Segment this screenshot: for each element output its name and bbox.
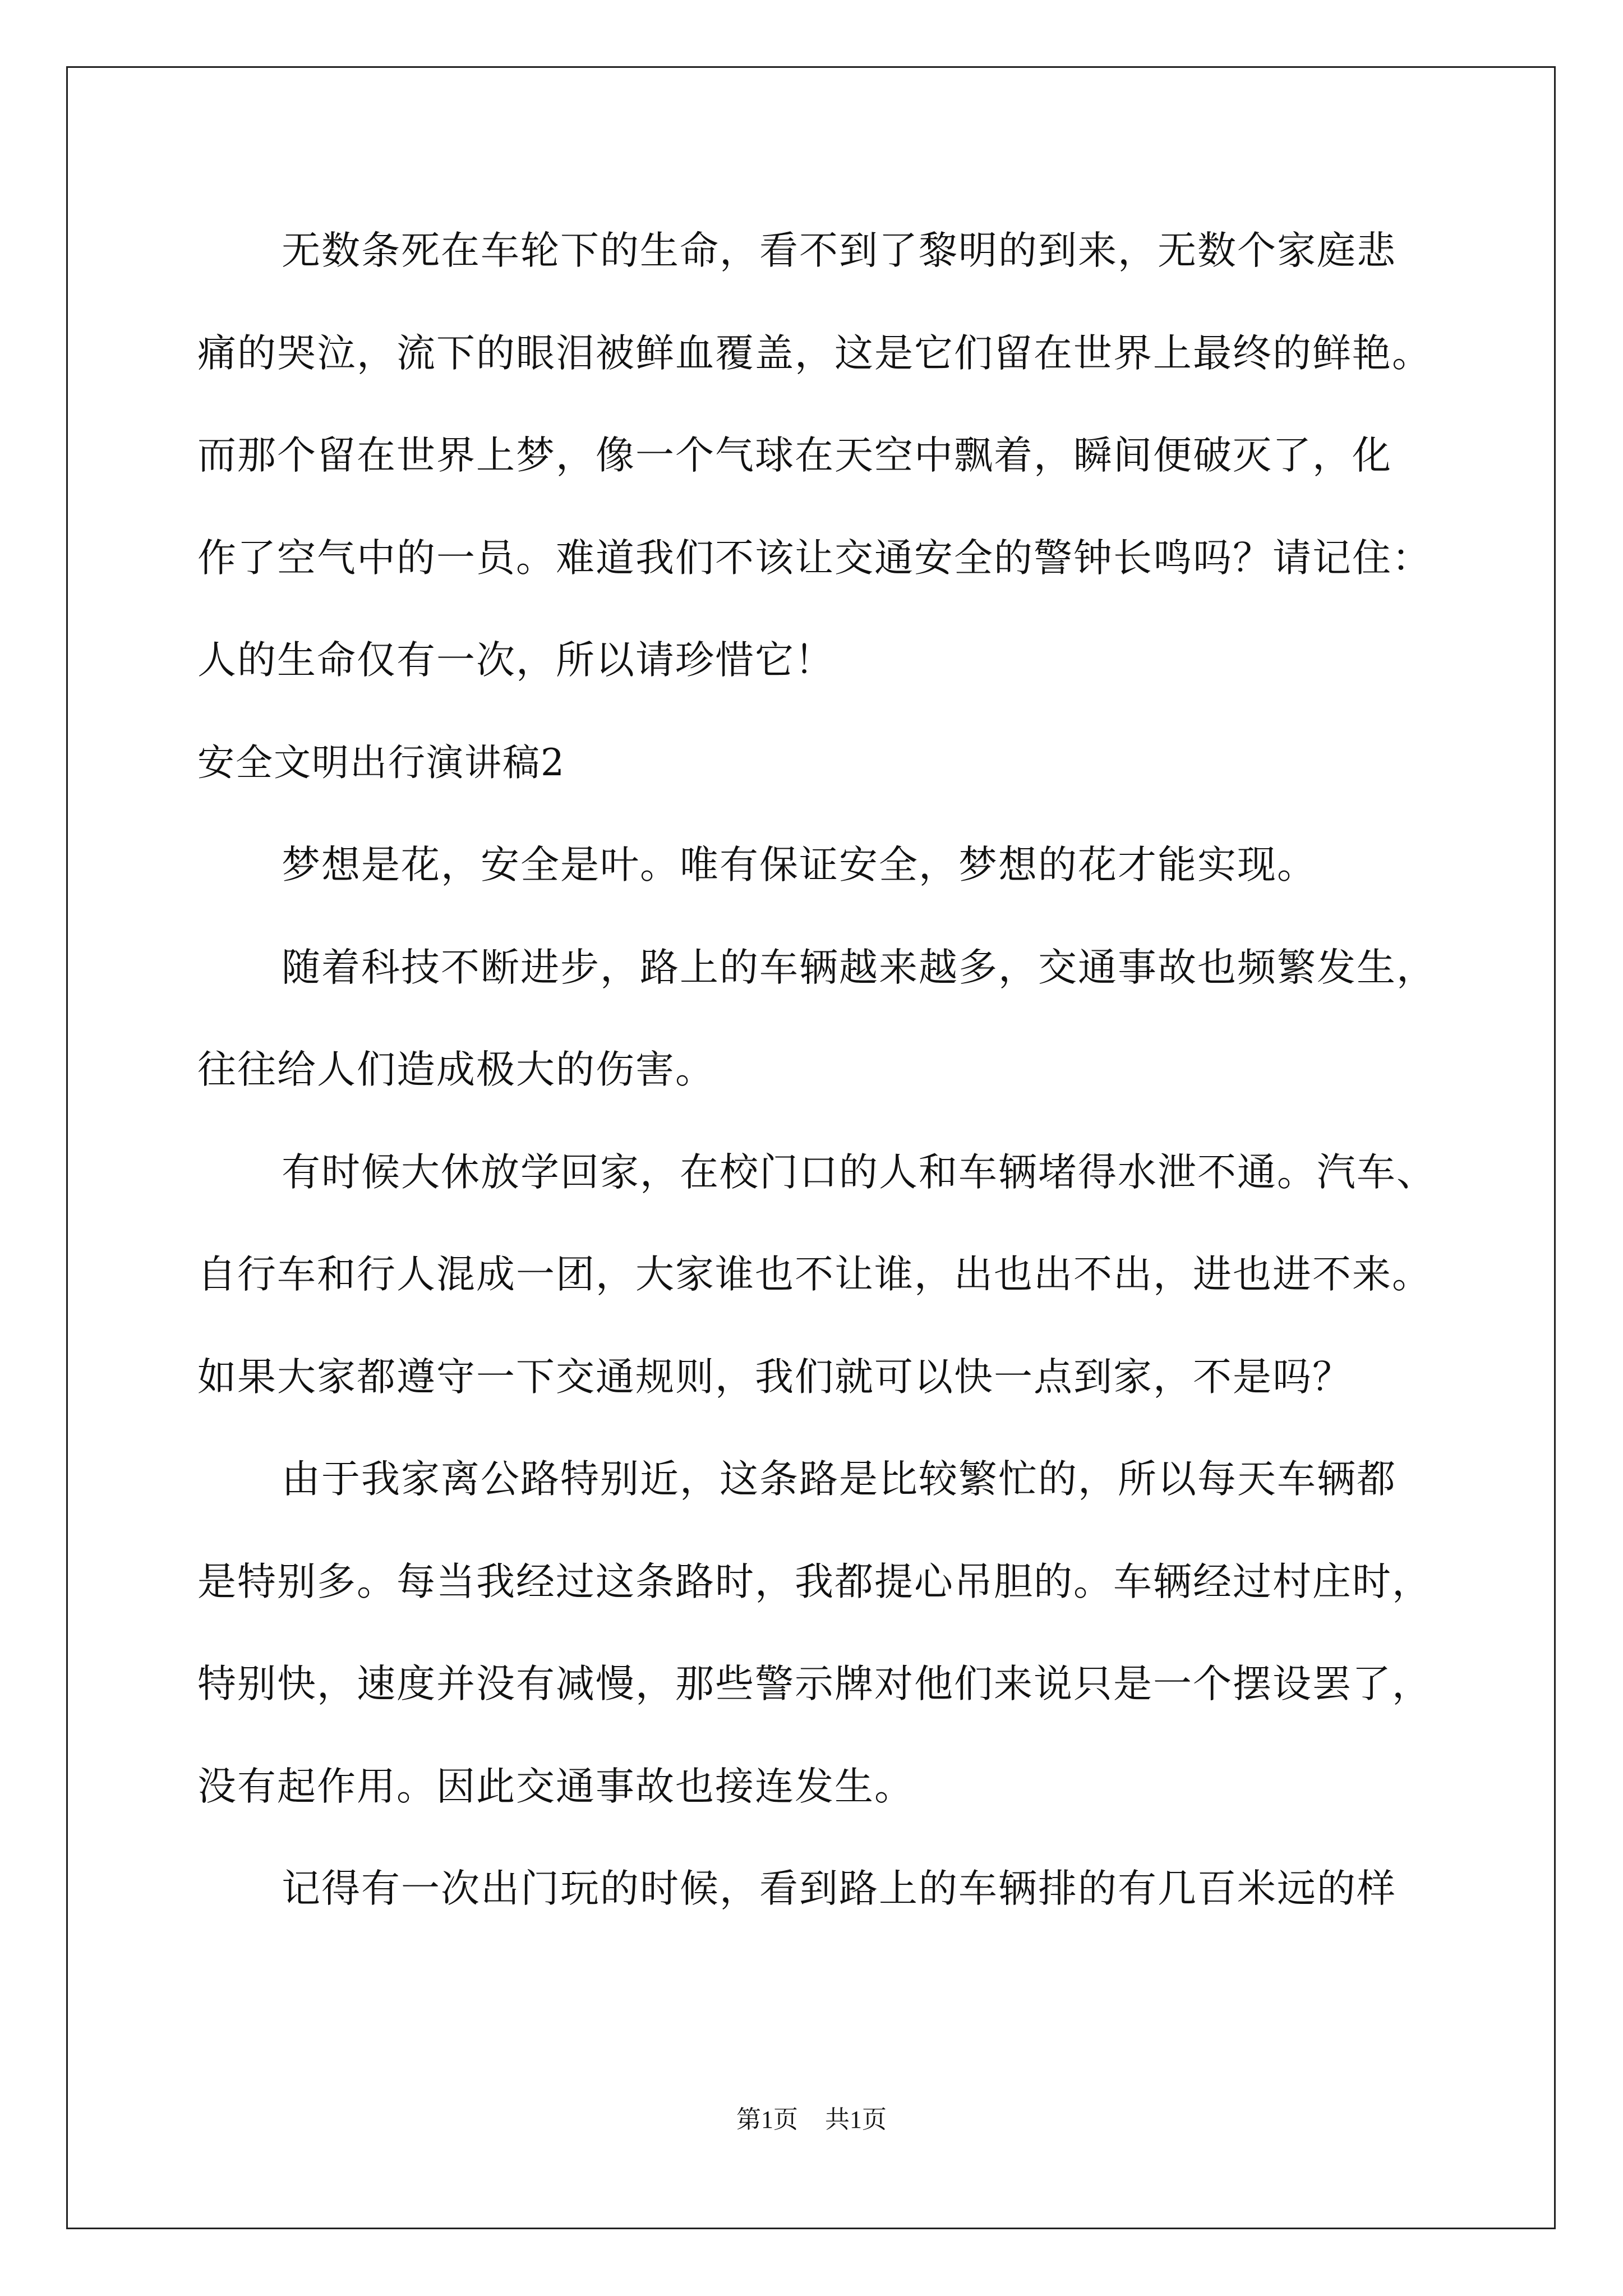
text-line: 特别快，速度并没有减慢，那些警示牌对他们来说只是一个摆设罢了，: [197, 1662, 1432, 1706]
text-line: 作了空气中的一员。难道我们不该让交通安全的警钟长鸣吗？请记住：: [197, 535, 1432, 581]
section-heading: 安全文明出行演讲稿2: [197, 740, 565, 784]
page-number-current: 第1页: [736, 2106, 798, 2133]
text-line: 没有起作用。因此交通事故也接连发生。: [197, 1764, 914, 1809]
text-line: 记得有一次出门玩的时候，看到路上的车辆排的有几百米远的样: [282, 1866, 1396, 1911]
page-footer: [0, 2099, 1623, 2135]
document-body: [197, 214, 1459, 1955]
text-line: 自行车和行人混成一团，大家谁也不让谁，出也出不出，进也进不来。: [197, 1252, 1432, 1297]
text-line: 往往给人们造成极大的伤害。: [197, 1047, 715, 1092]
text-line: 是特别多。每当我经过这条路时，我都提心吊胆的。车辆经过村庄时，: [197, 1559, 1432, 1604]
text-line: 有时候大休放学回家，在校门口的人和车辆堵得水泄不通。汽车、: [282, 1149, 1436, 1195]
text-line: 如果大家都遵守一下交通规则，我们就可以快一点到家，不是吗？: [197, 1354, 1352, 1400]
text-line: 而那个留在世界上梦，像一个气球在天空中飘着，瞬间便破灭了，化: [197, 433, 1392, 478]
text-line: 梦想是花，安全是叶。唯有保证安全，梦想的花才能实现。: [282, 843, 1317, 887]
text-line: 随着科技不断进步，路上的车辆越来越多，交通事故也频繁发生，: [282, 945, 1436, 990]
text-line: 无数条死在车轮下的生命，看不到了黎明的到来，无数个家庭悲: [282, 228, 1396, 273]
text-line: 人的生命仅有一次，所以请珍惜它！: [197, 638, 834, 683]
text-line: 由于我家离公路特别近，这条路是比较繁忙的，所以每天车辆都: [282, 1457, 1396, 1502]
text-line: 痛的哭泣，流下的眼泪被鲜血覆盖，这是它们留在世界上最终的鲜艳。: [197, 330, 1432, 376]
page-number-total: 共1页: [825, 2106, 887, 2133]
